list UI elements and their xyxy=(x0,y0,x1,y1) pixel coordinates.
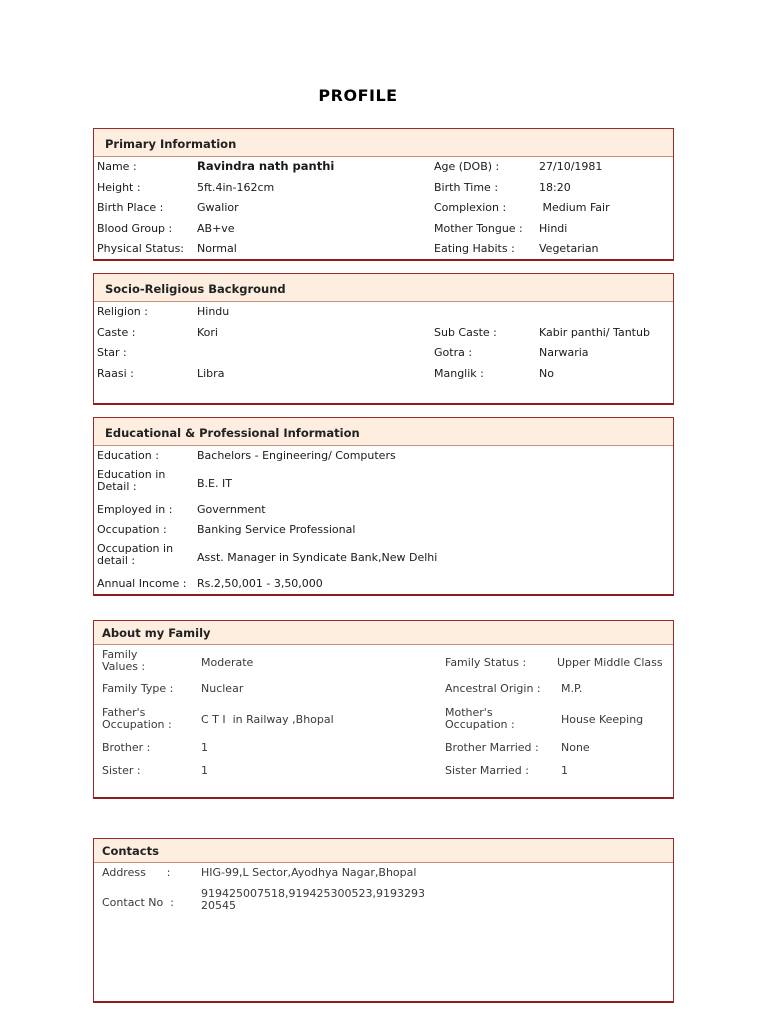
occupation-detail-label xyxy=(97,543,173,567)
section-header xyxy=(94,621,673,645)
raasi-row xyxy=(94,364,673,385)
label-line: Family xyxy=(102,648,138,661)
family-type-row xyxy=(94,679,673,701)
education-detail-row xyxy=(94,467,673,500)
brother-value: 1 xyxy=(201,741,208,754)
employed-value: Government xyxy=(197,502,266,516)
age-label: Age (DOB) : xyxy=(434,160,500,173)
parents-occupation-row xyxy=(94,701,673,735)
mother-occupation-value: House Keeping xyxy=(561,713,644,726)
section-title: About my Family xyxy=(102,626,211,640)
religion-value: Hindu xyxy=(197,305,230,318)
blood-group-row xyxy=(94,219,673,240)
family-type-label: Family Type : xyxy=(102,682,174,695)
family-status-label: Family Status : xyxy=(445,656,527,669)
eating-habits-label: Eating Habits : xyxy=(434,242,515,255)
birth-time-value: 18:20 xyxy=(539,180,571,194)
section-header xyxy=(94,129,673,157)
contact-no-value xyxy=(201,888,425,912)
religion-label: Religion : xyxy=(97,305,148,318)
mother-tongue-label: Mother Tongue : xyxy=(434,221,523,235)
label-line: Education in xyxy=(97,467,166,481)
education-detail-value: B.E. IT xyxy=(197,476,232,490)
section-title: Educational & Professional Information xyxy=(105,426,360,440)
gotra-label: Gotra : xyxy=(434,346,473,359)
brother-label: Brother : xyxy=(102,741,151,754)
star-row xyxy=(94,343,673,364)
caste-value: Kori xyxy=(197,325,218,339)
height-row xyxy=(94,178,673,199)
age-value: 27/10/1981 xyxy=(539,160,603,173)
birth-place-label: Birth Place : xyxy=(97,201,164,214)
manglik-label: Manglik : xyxy=(434,366,484,380)
occupation-detail-value: Asst. Manager in Syndicate Bank,New Delhi xyxy=(197,550,438,564)
occupation-row xyxy=(94,520,673,541)
section-header xyxy=(94,274,673,302)
birth-time-label: Birth Time : xyxy=(434,180,499,194)
gotra-value: Narwaria xyxy=(539,346,589,359)
family-values-row xyxy=(94,645,673,679)
sister-row xyxy=(94,757,673,779)
occupation-label: Occupation : xyxy=(97,523,167,536)
family-section xyxy=(93,620,674,799)
socio-religious-section xyxy=(93,273,674,405)
contacts-section xyxy=(93,838,674,1003)
family-values-label xyxy=(102,649,145,673)
religion-row xyxy=(94,302,673,323)
section-header xyxy=(94,418,673,446)
section-title: Primary Information xyxy=(105,137,237,151)
section-title: Socio-Religious Background xyxy=(105,282,286,296)
label-line: Father's xyxy=(102,706,146,719)
education-row xyxy=(94,446,673,467)
complexion-value: Medium Fair xyxy=(539,201,610,214)
value-line: 20545 xyxy=(201,899,236,912)
ancestral-origin-value: M.P. xyxy=(561,682,583,695)
star-label: Star : xyxy=(97,346,127,359)
name-value: Ravindra nath panthi xyxy=(197,159,335,173)
blood-group-label: Blood Group : xyxy=(97,221,173,235)
raasi-label: Raasi : xyxy=(97,366,134,380)
father-occupation-value: C T I in Railway ,Bhopal xyxy=(201,713,334,726)
name-row xyxy=(94,157,673,178)
family-status-value: Upper Middle Class xyxy=(557,656,663,669)
sister-married-label: Sister Married : xyxy=(445,764,529,777)
caste-label: Caste : xyxy=(97,325,136,339)
label-line: Occupation : xyxy=(102,718,172,731)
raasi-value: Libra xyxy=(197,366,225,380)
physical-status-label: Physical Status: xyxy=(97,242,185,255)
label-line: Values : xyxy=(102,660,146,673)
contact-no-row xyxy=(94,885,673,919)
caste-row xyxy=(94,323,673,344)
brother-row xyxy=(94,735,673,757)
birth-place-row xyxy=(94,198,673,219)
annual-income-value: Rs.2,50,001 - 3,50,000 xyxy=(197,576,323,590)
complexion-label: Complexion : xyxy=(434,201,507,214)
sister-label: Sister : xyxy=(102,764,141,777)
label-line: Occupation in xyxy=(97,541,174,555)
address-value: HIG-99,L Sector,Ayodhya Nagar,Bhopal xyxy=(201,866,417,879)
eating-habits-value: Vegetarian xyxy=(539,242,599,255)
blood-group-value: AB+ve xyxy=(197,221,235,235)
contact-no-label: Contact No : xyxy=(102,896,174,909)
ancestral-origin-label: Ancestral Origin : xyxy=(445,682,541,695)
label-line: Detail : xyxy=(97,479,137,493)
sister-married-value: 1 xyxy=(561,764,568,777)
annual-income-label: Annual Income : xyxy=(97,576,187,590)
mother-occupation-label xyxy=(445,707,515,731)
sister-value: 1 xyxy=(201,764,208,777)
education-detail-label xyxy=(97,469,165,493)
primary-information-section xyxy=(93,128,674,261)
section-title: Contacts xyxy=(102,844,159,858)
height-value: 5ft.4in-162cm xyxy=(197,180,275,194)
mother-tongue-value: Hindi xyxy=(539,221,568,235)
height-label: Height : xyxy=(97,180,141,194)
education-label: Education : xyxy=(97,449,159,462)
birth-place-value: Gwalior xyxy=(197,201,239,214)
name-label: Name : xyxy=(97,160,137,173)
family-type-value: Nuclear xyxy=(201,682,244,695)
address-label: Address : xyxy=(102,866,171,879)
address-row xyxy=(94,863,673,885)
occupation-value: Banking Service Professional xyxy=(197,523,356,536)
brother-married-value: None xyxy=(561,741,590,754)
annual-income-row xyxy=(94,574,673,595)
manglik-value: No xyxy=(539,366,554,380)
label-line: Occupation : xyxy=(445,718,515,731)
physical-status-value: Normal xyxy=(197,242,237,255)
sub-caste-label: Sub Caste : xyxy=(434,325,497,339)
section-header xyxy=(94,839,673,863)
employed-row xyxy=(94,500,673,521)
education-section xyxy=(93,417,674,596)
value-line: 919425007518,919425300523,9193293 xyxy=(201,887,425,900)
sub-caste-value: Kabir panthi/ Tantub xyxy=(539,325,650,339)
occupation-detail-row xyxy=(94,541,673,574)
education-value: Bachelors - Engineering/ Computers xyxy=(197,449,396,462)
family-values-value: Moderate xyxy=(201,656,254,669)
employed-label: Employed in : xyxy=(97,502,173,516)
label-line: Mother's xyxy=(445,706,493,719)
father-occupation-label xyxy=(102,707,172,731)
label-line: detail : xyxy=(97,553,136,567)
brother-married-label: Brother Married : xyxy=(445,741,539,754)
physical-status-row xyxy=(94,239,673,260)
page-title: PROFILE xyxy=(318,86,398,105)
